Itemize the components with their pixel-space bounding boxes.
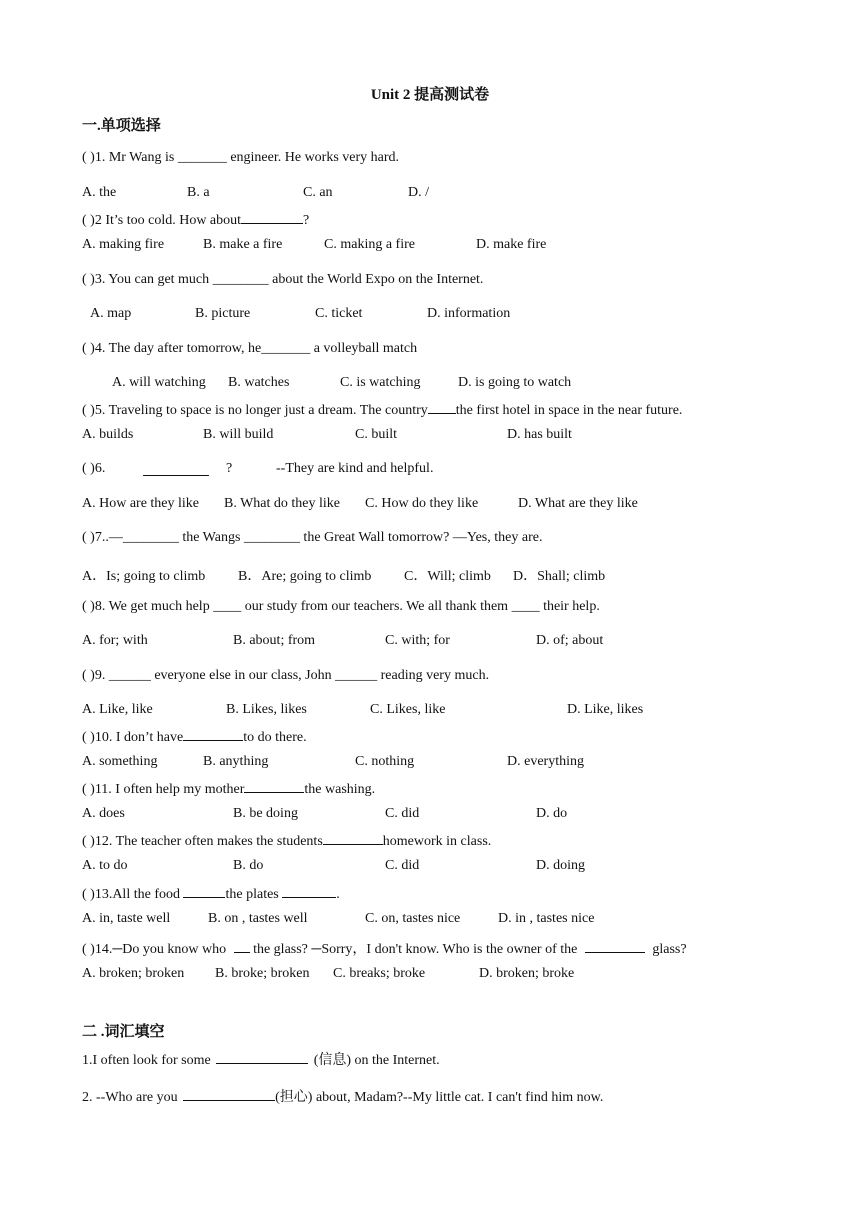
question-1: ( )1. Mr Wang is _______ engineer. He works very hard. [82, 150, 400, 165]
question-2-stem: ( )2 It’s too cold. How about [82, 213, 242, 228]
question-9: ( )9. ______ everyone else in our class, John ______ reading very much. [82, 668, 490, 683]
vocab-1 [82, 1049, 440, 1069]
option-a: A. to do [82, 858, 128, 873]
question-5-end: the first hotel in space in the near future. [455, 403, 683, 418]
question-13-mid: the plates [225, 887, 283, 902]
question-14-stem: ( )14.─Do you know who [82, 942, 230, 957]
option-a: A. making fire [82, 237, 165, 252]
option-d: D. What are they like [518, 496, 638, 511]
option-c: C. did [385, 806, 420, 821]
option-d: D. information [427, 306, 511, 321]
option-b: B. watches [228, 375, 290, 390]
section-heading-2: 二 .词汇填空 [82, 1024, 165, 1040]
answer-blank [183, 728, 243, 741]
option-b: B. do [233, 858, 264, 873]
question-13-stem: ( )13.All the food [82, 887, 184, 902]
vocab-1-end: (信息) on the Internet. [310, 1053, 440, 1068]
option-d: D. Like, likes [567, 702, 644, 717]
answer-blank [585, 940, 645, 953]
question-7: ( )7..—________ the Wangs ________ the Great Wall tomorrow? —Yes, they are. [82, 530, 543, 545]
question-12-end: homework in class. [382, 834, 492, 849]
option-b: B. a [187, 185, 210, 200]
question-10-end: to do there. [243, 730, 307, 745]
question-13 [82, 885, 340, 903]
option-b: B. broke; broken [215, 966, 310, 981]
option-c: C. did [385, 858, 420, 873]
option-c: C. is watching [340, 375, 421, 390]
question-11 [82, 780, 375, 798]
question-8: ( )8. We get much help ____ our study from our teachers. We all thank them ____ their help. [82, 599, 600, 614]
option-d: D. do [536, 806, 568, 821]
page-title: Unit 2 提高测试卷 [370, 87, 490, 103]
vocab-1-stem: 1.I often look for some [82, 1053, 215, 1068]
question-2 [82, 211, 309, 229]
option-a: A. How are they like [82, 496, 200, 511]
answer-blank [241, 211, 303, 224]
option-a: A. does [82, 806, 125, 821]
option-a: A. broken; broken [82, 966, 185, 981]
option-c: C. ticket [315, 306, 363, 321]
option-c: C. built [355, 427, 398, 442]
answer-blank [183, 885, 225, 898]
question-6-stem: ( )6. [82, 461, 106, 476]
option-d: D．Shall; climb [513, 569, 606, 584]
answer-blank [428, 401, 456, 414]
question-13-end: . [336, 887, 340, 902]
option-b: B. picture [195, 306, 251, 321]
answer-blank [323, 832, 383, 845]
option-c: C. breaks; broke [333, 966, 426, 981]
option-c: C. making a fire [324, 237, 415, 252]
option-c: C. an [303, 185, 333, 200]
option-c: C. nothing [355, 754, 415, 769]
answer-blank [216, 1051, 308, 1064]
option-d: D. make fire [476, 237, 547, 252]
option-d: D. of; about [536, 633, 604, 648]
question-2-end: ? [303, 213, 310, 228]
option-c: C. on, tastes nice [365, 911, 461, 926]
question-6-answer: --They are kind and helpful. [276, 461, 434, 476]
question-5 [82, 401, 682, 419]
option-c: C. How do they like [365, 496, 479, 511]
option-a: A. builds [82, 427, 134, 442]
option-d: D. has built [507, 427, 572, 442]
option-a: A. map [90, 306, 132, 321]
question-4: ( )4. The day after tomorrow, he_______ a volleyball match [82, 341, 418, 356]
option-c: C．Will; climb [404, 569, 491, 584]
answer-blank [183, 1088, 275, 1101]
section-heading-1: 一.单项选择 [82, 118, 161, 134]
question-11-end: the washing. [304, 782, 376, 797]
option-a: A. in, taste well [82, 911, 171, 926]
option-b: B. on , tastes well [208, 911, 308, 926]
option-a: A. Like, like [82, 702, 153, 717]
option-b: B. make a fire [203, 237, 283, 252]
option-b: B. be doing [233, 806, 298, 821]
question-12 [82, 832, 491, 850]
answer-blank [244, 780, 304, 793]
option-d: D. everything [507, 754, 584, 769]
option-a: A. the [82, 185, 117, 200]
option-a: A. something [82, 754, 158, 769]
option-d: D. / [408, 185, 429, 200]
option-a: A. for; with [82, 633, 148, 648]
option-d: D. in , tastes nice [498, 911, 595, 926]
option-a: A. will watching [112, 375, 206, 390]
option-b: B. about; from [233, 633, 316, 648]
answer-blank [282, 885, 336, 898]
option-d: D. is going to watch [458, 375, 572, 390]
vocab-2-end: (担心) about, Madam?--My little cat. I can't find him now. [275, 1090, 604, 1105]
option-b: B. What do they like [224, 496, 340, 511]
question-12-stem: ( )12. The teacher often makes the students [82, 834, 323, 849]
question-5-stem: ( )5. Traveling to space is no longer just a dream. The country [82, 403, 428, 418]
vocab-2 [82, 1086, 603, 1106]
question-3: ( )3. You can get much ________ about the World Expo on the Internet. [82, 272, 484, 287]
option-b: B. Likes, likes [226, 702, 307, 717]
answer-blank [234, 940, 250, 953]
question-10 [82, 728, 307, 746]
option-d: D. broken; broke [479, 966, 575, 981]
option-c: C. with; for [385, 633, 450, 648]
option-d: D. doing [536, 858, 585, 873]
question-14-end: glass? [648, 942, 687, 957]
answer-blank [143, 463, 209, 476]
option-b: B．Are; going to climb [238, 569, 372, 584]
question-10-stem: ( )10. I don’t have [82, 730, 184, 745]
option-b: B. anything [203, 754, 269, 769]
question-14 [82, 938, 687, 958]
question-6-mark: ? [226, 461, 233, 476]
question-14-mid: the glass? ─Sorry，I don't know. Who is the owner of the [249, 942, 581, 957]
option-a: A．Is; going to climb [82, 569, 206, 584]
option-b: B. will build [203, 427, 274, 442]
option-c: C. Likes, like [370, 702, 446, 717]
question-11-stem: ( )11. I often help my mother [82, 782, 245, 797]
vocab-2-stem: 2. --Who are you [82, 1090, 182, 1105]
